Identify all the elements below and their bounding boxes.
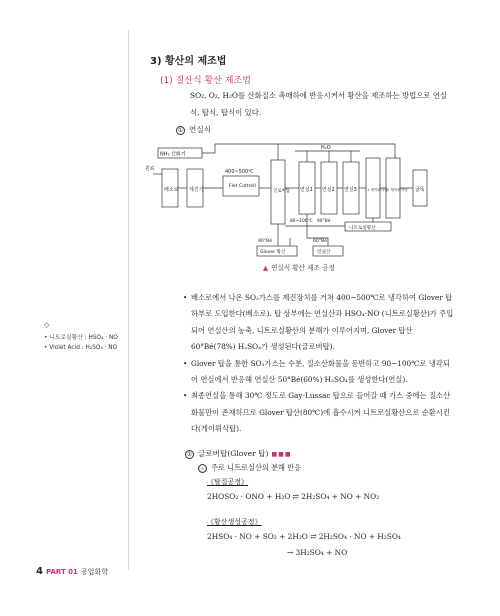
list-item: • Glover 탑을 통한 SO₂가스는 수분, 질소산화물을 동반하고 90~100℃로 냉각되어 연실에서 반응해 연실산 50°Bé(60%) H₂SO₄를 생성한다(연실). <box>183 356 455 389</box>
denitration-title: 《탈질공정》 <box>207 478 249 486</box>
temperature-label: 400~500℃ <box>225 169 254 175</box>
gay-lussac-1-label: 1 게이뤼삭탑 <box>367 188 388 192</box>
sidebar-note-line-1: • 니트로실황산 : HSO₄ · NO <box>44 335 118 341</box>
footer-chapter: 공업화학 <box>80 568 108 576</box>
bottom-label-2: 60°Bé <box>313 239 328 244</box>
reaction-heading-number: ⓐ <box>199 465 206 473</box>
gay-lussac-2-label: 2 게이뤼삭탑 <box>387 188 408 192</box>
lead-chamber-1-label: 연실1 <box>300 187 313 193</box>
glover-temperature-label: 80~100℃ <box>290 219 313 224</box>
nh3-oxidizer-label: NH₃ 산화기 <box>160 151 186 158</box>
roaster-label: 배소로 <box>164 187 179 193</box>
page-number: 4 <box>36 566 43 577</box>
glover-acid-label: Glover 황산 <box>260 250 286 255</box>
item-2-label: 글로버탑(Glover 탑) <box>198 449 269 458</box>
margin-divider <box>128 30 129 570</box>
lead-chamber-3-label: 연실3 <box>344 187 357 193</box>
sidebar-note-line-2: • Violet Acid : H₂SO₄ · NO <box>44 345 118 351</box>
dust-collector-label: 제진기 <box>189 187 204 193</box>
footer-part: PART 01 <box>45 568 78 576</box>
cottrell-label: Flet Cottrell <box>229 184 256 189</box>
bottom-label-1: 90°Bé <box>258 239 273 244</box>
intro-paragraph: SO₂, O₂, H₂O를 산화질소 촉매하에 반응시켜서 황산을 제조하는 방법으로 연실식, 탑식, 탑식이 있다. <box>190 91 448 117</box>
feed-label: 원료 <box>145 166 155 172</box>
importance-marks: ■■■ <box>271 451 292 458</box>
sidebar-note <box>44 320 118 353</box>
lead-temperature-label: 90°Bé <box>317 219 331 224</box>
section-title: 3) 황산의 제조법 <box>150 56 227 67</box>
triangle-icon: ▲ <box>263 264 269 272</box>
item-2-number: ① <box>186 450 193 458</box>
reaction-heading: ⓐ 주로 니트로실산의 분해 반응 <box>199 463 302 473</box>
diagram-caption: ▲ 연실식 황산 제조 공정 <box>263 264 335 272</box>
item-1-label: 연실식 <box>189 125 212 134</box>
equation-2: 2HSO₄ · NO + SO₂ + 2H₂O ⇄ 2H₂SO₄ · NO + H₂SO₄ <box>207 532 401 541</box>
nitrosyl-acid-label: 니트로실황산 <box>349 226 376 231</box>
lead-chamber-process-diagram <box>145 142 445 260</box>
glover-tower-label: 글로버탑 <box>273 189 290 194</box>
list-item: • 배소로에서 나온 SO₂가스를 제진장치를 거쳐 400~500℃로 냉각하여 Glover 탑 하부로 도입한다(배소로). 탑 상부에는 연실산과 HSO₄·NO (니트로실황산)가 주입되어 연실산의 농축, 니트로실황산의 분해가 이루어지며, Glover 탑산 60°Bé(78%) H₂SO₄가 생성된다(글로버탑). <box>183 290 455 356</box>
sulfuric-acid-formation-title: 《황산생성공정》 <box>207 518 262 526</box>
lead-chamber-2-label: 연실2 <box>322 187 335 193</box>
item-1-heading <box>176 124 211 135</box>
equation-1: 2HOSO₂ · ONO + H₂O ⇄ 2H₂SO₄ + NO + NO₂ <box>207 492 380 501</box>
process-bullet-list <box>183 290 455 438</box>
chamber-acid-label: 연실산 <box>317 250 331 255</box>
subsection-title: (1) 질산식 황산 제조법 <box>160 76 251 86</box>
item-2-heading <box>185 448 292 459</box>
equation-3: → 3H₂SO₄ + NO <box>287 548 348 557</box>
item-1-number: ① <box>177 126 184 134</box>
stack-label: 굴뚝 <box>415 187 425 193</box>
list-item: • 최종연실을 통해 30℃ 정도로 Gay-Lussac 탑으로 들어갈 때 가스 중에는 질소산화물만이 존재하므로 Glover 탑산(80℃)에 흡수시켜 니트로실황산으로 순환시킨다(게이뤼삭탑). <box>183 388 455 437</box>
diamond-icon: ◇ <box>44 321 50 329</box>
page-footer <box>36 566 108 577</box>
water-label: H₂O <box>321 145 331 151</box>
